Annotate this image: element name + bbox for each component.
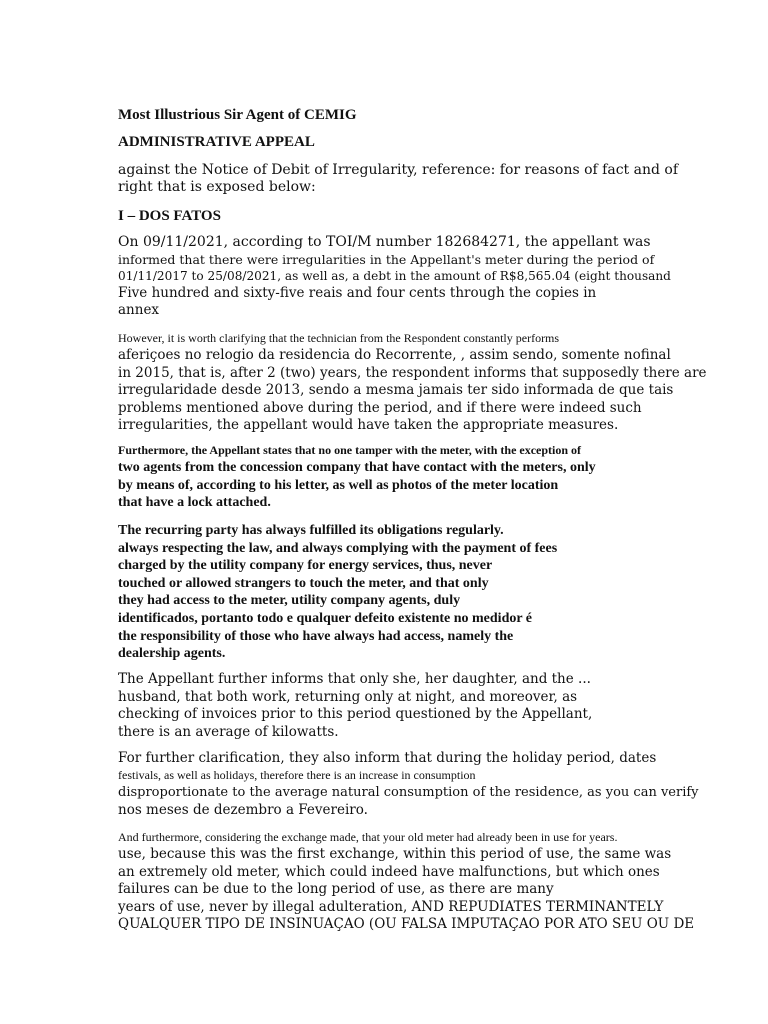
paragraph-line: And furthermore, considering the exchange made, that your old meter had already been in use for years. — [118, 830, 618, 844]
paragraph-line: irregularities, the appellant would have taken the appropriate measures. — [118, 417, 619, 433]
paragraph-line: they had access to the meter, utility company agents, duly — [118, 593, 461, 609]
paragraph-line: checking of invoices prior to this period questioned by the Appellant, — [118, 706, 593, 722]
paragraph-facts-5 — [118, 671, 678, 741]
paragraph-line: The recurring party has always fulfilled its obligations regularly. — [118, 523, 504, 538]
paragraph-line: touched or allowed strangers to touch the meter, and that only — [118, 575, 489, 591]
document-title-text: ADMINISTRATIVE APPEAL — [118, 134, 315, 150]
paragraph-line: For further clarification, they also inform that during the holiday period, dates — [118, 750, 657, 766]
paragraph-line: annex — [118, 302, 160, 318]
paragraph-line: aferiçoes no relogio da residencia do Recorrente, , assim sendo, somente nofinal — [118, 347, 671, 363]
paragraph-facts-4 — [118, 522, 678, 663]
paragraph-line: informed that there were irregularities in the Appellant's meter during the period of — [118, 252, 655, 267]
paragraph-line: failures can be due to the long period of use, as there are many — [118, 881, 554, 897]
paragraph-line: The Appellant further informs that only she, her daughter, and the ... — [118, 671, 591, 687]
paragraph-line: husband, that both work, returning only at night, and moreover, as — [118, 688, 578, 705]
paragraph-facts-7 — [118, 829, 695, 934]
paragraph-line: identificados, portanto todo e qualquer defeito existente no medidor é — [118, 610, 533, 626]
paragraph-line: charged by the utility company for energy services, thus, never — [118, 558, 493, 574]
paragraph-facts-3 — [118, 442, 678, 512]
salutation-text: Most Illustrious Sir Agent of CEMIG — [118, 107, 357, 123]
paragraph-line: use, because this was the first exchange, within this period of use, the same was — [118, 846, 672, 862]
paragraph-line: the responsibility of those who have always had access, namely the — [118, 628, 514, 644]
paragraph-line: there is an average of kilowatts. — [118, 723, 339, 740]
paragraph-line: two agents from the concession company that have contact with the meters, only — [118, 460, 596, 475]
intro-line: right that is exposed below: — [118, 179, 316, 195]
intro-line: against the Notice of Debit of Irregularity, reference: for reasons of fact and of — [118, 162, 679, 178]
paragraph-line: festivals, as well as holidays, therefore there is an increase in consumption — [118, 768, 476, 782]
paragraph-line: Five hundred and sixty-five reais and four cents through the copies in — [118, 285, 597, 301]
intro-paragraph — [118, 162, 678, 196]
paragraph-line: QUALQUER TIPO DE INSINUAÇAO (OU FALSA IMPUTAÇAO POR ATO SEU OU DE — [118, 916, 695, 932]
section-heading — [118, 207, 678, 225]
paragraph-line: However, it is worth clarifying that the technician from the Respondent constantly performs — [118, 331, 560, 345]
paragraph-line: Furthermore, the Appellant states that no one tamper with the meter, with the exception of — [118, 443, 582, 457]
paragraph-line: years of use, never by illegal adulteration, AND REPUDIATES TERMINANTELY — [118, 898, 664, 915]
paragraph-line: problems mentioned above during the period, and if there were indeed such — [118, 399, 642, 416]
section-heading-text: I – DOS FATOS — [118, 208, 221, 224]
paragraph-line: disproportionate to the average natural consumption of the residence, as you can verify — [118, 785, 699, 800]
salutation — [118, 106, 678, 124]
paragraph-line: nos meses de dezembro a Fevereiro. — [118, 801, 368, 818]
paragraph-line: 01/11/2017 to 25/08/2021, as well as, a debt in the amount of R$8,565.04 (eight thousand — [118, 269, 671, 283]
paragraph-line: in 2015, that is, after 2 (two) years, the respondent informs that supposedly there are — [118, 364, 707, 381]
paragraph-line: that have a lock attached. — [118, 495, 271, 510]
paragraph-facts-6 — [118, 750, 699, 819]
paragraph-facts-1 — [118, 234, 678, 319]
paragraph-line: On 09/11/2021, according to TOI/M number 182684271, the appellant was — [118, 234, 651, 250]
paragraph-line: irregularidade desde 2013, sendo a mesma jamais ter sido informada de que tais — [118, 382, 674, 398]
document-title — [118, 133, 678, 151]
paragraph-line: by means of, according to his letter, as well as photos of the meter location — [118, 477, 559, 493]
paragraph-line: dealership agents. — [118, 646, 226, 662]
paragraph-facts-2 — [118, 330, 707, 435]
paragraph-line: always respecting the law, and always complying with the payment of fees — [118, 540, 558, 556]
paragraph-line: an extremely old meter, which could indeed have malfunctions, but which ones — [118, 863, 660, 880]
